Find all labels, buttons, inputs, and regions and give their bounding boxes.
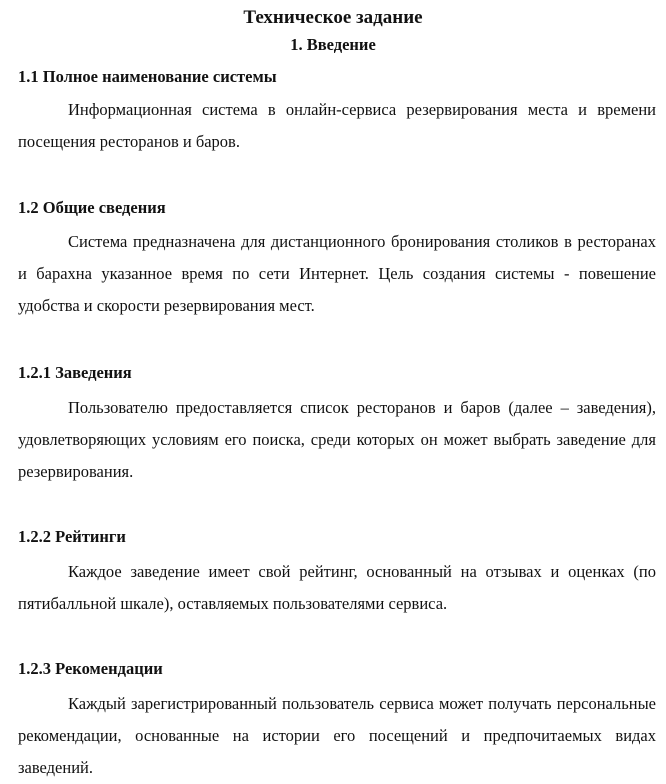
section-heading-1-2-1: 1.2.1 Заведения — [18, 363, 132, 382]
section-heading-1-2-2: 1.2.2 Рейтинги — [18, 527, 126, 546]
section-text-1-2-3: Каждый зарегистрированный пользователь сервиса может получать персональные рекомендации, основанные на истории его посещений и предпочитаемых видах заведений. — [18, 694, 656, 777]
document-title: Техническое задание — [243, 7, 423, 28]
section-text-1-1: Информационная система в онлайн-сервиса резервирования места и времени посещения ресторанов и баров. — [18, 100, 656, 151]
section-text-1-2-2: Каждое заведение имеет свой рейтинг, основанный на отзывах и оценках (по пятибалльной шкале), оставляемых пользователями сервиса. — [18, 562, 656, 613]
section-text-1-2-1: Пользователю предоставляется список ресторанов и баров (далее – заведения), удовлетворяющих условиям его поиска, среди которых он может выбрать заведение для резервирования. — [18, 398, 656, 481]
section-heading-1-1: 1.1 Полное наименование системы — [18, 67, 277, 86]
section-heading-1-2-3: 1.2.3 Рекомендации — [18, 659, 163, 678]
section-text-1-2: Система предназначена для дистанционного бронирования столиков в ресторанах и барахна указанное время по сети Интернет. Цель создания системы - повешение удобства и скорости резервирования мест. — [18, 232, 656, 315]
section-heading-1-2: 1.2 Общие сведения — [18, 198, 166, 217]
document-subtitle: 1. Введение — [290, 35, 376, 54]
